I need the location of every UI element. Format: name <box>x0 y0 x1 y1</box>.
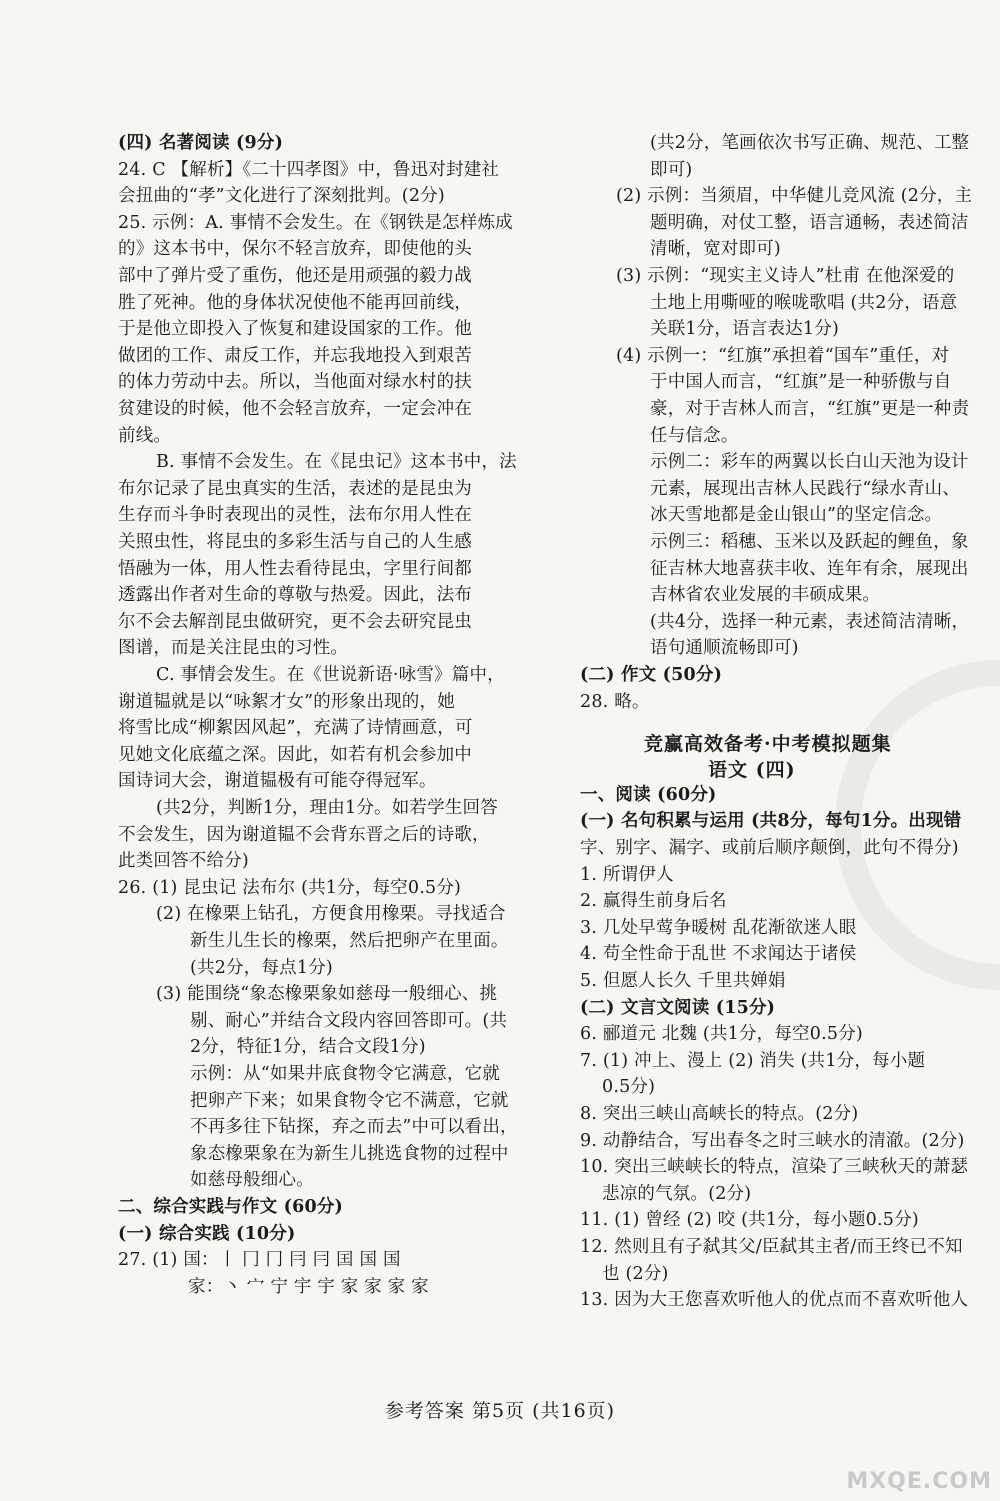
text-line: 27. (1) 国：丨 冂 冂 冃 冃 囯 国 国 <box>118 1250 401 1271</box>
text-line: 把卵产下来；如果食物令它不满意，它就 <box>190 1090 509 1111</box>
watermark-text: MXQE.COM <box>846 1469 992 1494</box>
text-line: 5. 但愿人长久 千里共婵娟 <box>580 970 786 991</box>
text-line: 10. 突出三峡峡长的特点，渲染了三峡秋天的萧瑟 <box>580 1157 969 1178</box>
text-line: 此类回答不给分) <box>118 851 249 872</box>
text-line: 谢道韫就是以“咏絮才女”的形象出现的，她 <box>118 691 455 712</box>
text-line: 6. 郦道元 北魏 (共1分，每空0.5分) <box>580 1024 863 1045</box>
text-line: 28. 略。 <box>580 691 650 712</box>
text-line: 二、综合实践与作文 (60分) <box>118 1197 344 1217</box>
text-line: 13. 因为大王您喜欢听他人的优点而不喜欢听他人 <box>580 1290 969 1311</box>
text-line: 会扭曲的“孝”文化进行了深刻批判。(2分) <box>118 186 445 207</box>
section-title: 竞赢高效备考·中考模拟题集 <box>644 732 892 755</box>
text-line: 豪，对于吉林人而言，“红旗”更是一种责 <box>650 399 970 419</box>
text-line: (共2分，每点1分) <box>190 957 333 978</box>
text-line: (四) 名著阅读 (9分) <box>118 133 284 153</box>
text-line: 胜了死神。他的身体状况使他不能再回前线， <box>118 292 472 313</box>
text-line: 图谱，而是关注昆虫的习性。 <box>118 638 349 659</box>
text-line: 题明确，对仗工整，语言通畅，表述简洁 <box>650 212 969 233</box>
text-line: (共4分，选择一种元素，表述简洁清晰， <box>650 611 970 632</box>
text-line: 悟融为一体，用人性去看待昆虫，字里行间都 <box>118 558 472 579</box>
text-line: 冰天雪地都是金山银山”的坚定信念。 <box>650 505 943 526</box>
text-line: 部中了弹片受了重伤，他还是用顽强的毅力战 <box>118 266 472 286</box>
text-line: 贫建设的时候，他不会轻言放弃，一定会冲在 <box>118 399 472 419</box>
text-line: 24. C 【解析】《二十四孝图》中，鲁迅对封建社 <box>118 159 500 180</box>
text-line: 2分，特征1分，结合文段1分) <box>190 1037 426 1058</box>
text-line: (共2分，笔画依次书写正确、规范、工整 <box>650 133 970 153</box>
text-line: 4. 苟全性命于乱世 不求闻达于诸侯 <box>580 944 857 965</box>
text-line: 的》这本书中，保尔不轻言放弃，即使他的头 <box>118 239 472 260</box>
text-line: 0.5分) <box>602 1077 656 1098</box>
text-line: 8. 突出三峡山高峡长的特点。(2分) <box>580 1103 859 1124</box>
text-line: 剔、耐心”并结合文段内容回答即可。(共 <box>190 1010 508 1031</box>
text-line: 如慈母般细心。 <box>190 1170 314 1191</box>
text-line: (3) 能围绕“象态橡栗象如慈母一般细心、挑 <box>156 984 498 1005</box>
text-line: 象态橡栗象在为新生儿挑选食物的过程中 <box>190 1143 509 1164</box>
text-line: 关联1分，语言表达1分) <box>650 319 839 340</box>
section-subtitle: 语文 (四) <box>708 759 796 782</box>
text-line: 家：丶 宀 宁 宇 宇 家 家 家 家 <box>188 1276 429 1297</box>
text-line: 见她文化底蕴之深。因此，如若有机会参加中 <box>118 744 472 765</box>
text-line: 即可) <box>650 159 693 180</box>
text-line: (二) 作文 (50分) <box>580 665 723 685</box>
text-line: (4) 示例一：“红旗”承担着“国车”重任，对 <box>616 345 950 366</box>
text-line: 的体力劳动中去。所以，当他面对绿水村的扶 <box>118 372 472 393</box>
text-line: 布尔记录了昆虫真实的生活，表述的是昆虫为 <box>118 478 472 499</box>
text-line: 吉林省农业发展的丰硕成果。 <box>650 585 881 606</box>
text-line: B. 事情不会发生。在《昆虫记》这本书中，法 <box>156 452 517 473</box>
text-line: 1. 所谓伊人 <box>580 864 674 885</box>
text-line: 悲凉的气氛。(2分) <box>602 1183 752 1204</box>
text-line: 也 (2分) <box>602 1263 669 1284</box>
text-line: 于中国人而言，“红旗”是一种骄傲与自 <box>650 372 952 393</box>
text-line: (共2分，判断1分，理由1分。如若学生回答 <box>156 798 498 818</box>
text-line: (2) 示例：当须眉，中华健儿竞风流 (2分，主 <box>616 186 973 207</box>
text-line: 11. (1) 曾经 (2) 咬 (共1分，每小题0.5分) <box>580 1210 919 1231</box>
text-line: 关照虫性，将昆虫的多彩生活与自己的人生感 <box>118 532 472 552</box>
text-line: 任与信念。 <box>650 425 739 446</box>
text-line: (一) 名句积累与运用 (共8分，每句1分。出现错 <box>580 811 962 832</box>
page-footer: 参考答案 第5页 (共16页) <box>384 1400 616 1422</box>
text-line: (一) 综合实践 (10分) <box>118 1223 296 1244</box>
text-line: 征吉林大地喜获丰收、连年有余，展现出 <box>650 558 969 579</box>
text-line: 一、阅读 (60分) <box>580 784 717 805</box>
text-line: 国诗词大会，谢道韫极有可能夺得冠军。 <box>118 771 437 792</box>
text-line: 透露出作者对生命的尊敬与热爱。因此，法布 <box>118 585 472 606</box>
text-line: C. 事情会发生。在《世说新语·咏雪》篇中， <box>156 665 505 685</box>
text-line: 9. 动静结合，写出春冬之时三峡水的清澈。(2分) <box>580 1130 965 1151</box>
text-line: 于是他立即投入了恢复和建设国家的工作。他 <box>118 319 472 340</box>
text-line: 将雪比成“柳絮因风起”，充满了诗情画意，可 <box>118 718 473 739</box>
text-line: 土地上用嘶哑的喉咙歌唱 (共2分，语意 <box>650 292 958 313</box>
text-line: 清晰，宽对即可) <box>650 239 781 260</box>
text-line: 前线。 <box>118 425 172 446</box>
text-line: 字、别字、漏字、或前后顺序颠倒，此句不得分) <box>580 837 959 858</box>
text-line: 示例三：稻穗、玉米以及跃起的鲤鱼，象 <box>650 532 969 552</box>
text-line: 25. 示例：A. 事情不会发生。在《钢铁是怎样炼成 <box>118 212 513 233</box>
text-line: 3. 几处早莺争暖树 乱花渐欲迷人眼 <box>580 917 857 938</box>
text-line: 7. (1) 冲上、漫上 (2) 消失 (共1分，每小题 <box>580 1050 926 1071</box>
text-line: 2. 赢得生前身后名 <box>580 891 727 912</box>
text-line: 语句通顺流畅即可) <box>650 638 799 659</box>
text-line: 不会发生，因为谢道韫不会背东晋之后的诗歌， <box>118 824 490 845</box>
text-line: 12. 然则且有子弑其父/臣弑其主者/而王终已不知 <box>580 1236 963 1257</box>
text-line: 26. (1) 昆虫记 法布尔 (共1分，每空0.5分) <box>118 877 462 898</box>
text-line: (2) 在橡栗上钻孔，方便食用橡栗。寻找适合 <box>156 904 506 925</box>
text-line: 示例二：彩车的两翼以长白山天池为设计 <box>650 452 969 473</box>
text-line: (3) 示例：“现实主义诗人”杜甫 在他深爱的 <box>616 266 955 286</box>
site-watermark <box>830 1410 1000 1500</box>
text-line: 元素，展现出吉林人民践行“绿水青山、 <box>650 478 961 499</box>
text-line: 不再多往下钻探，弃之而去”中可以看出， <box>190 1117 518 1138</box>
text-line: (二) 文言文阅读 (15分) <box>580 997 776 1018</box>
text-line: 生存而斗争时表现出的灵性，法布尔用人性在 <box>118 505 472 526</box>
text-line: 尔不会去解剖昆虫做研究，更不会去研究昆虫 <box>118 611 472 632</box>
text-line: 做团的工作、肃反工作，并忘我地投入到艰苦 <box>118 345 472 366</box>
text-line: 新生儿生长的橡栗，然后把卵产在里面。 <box>190 931 509 951</box>
text-line: 示例：从“如果井底食物令它满意，它就 <box>190 1064 501 1084</box>
